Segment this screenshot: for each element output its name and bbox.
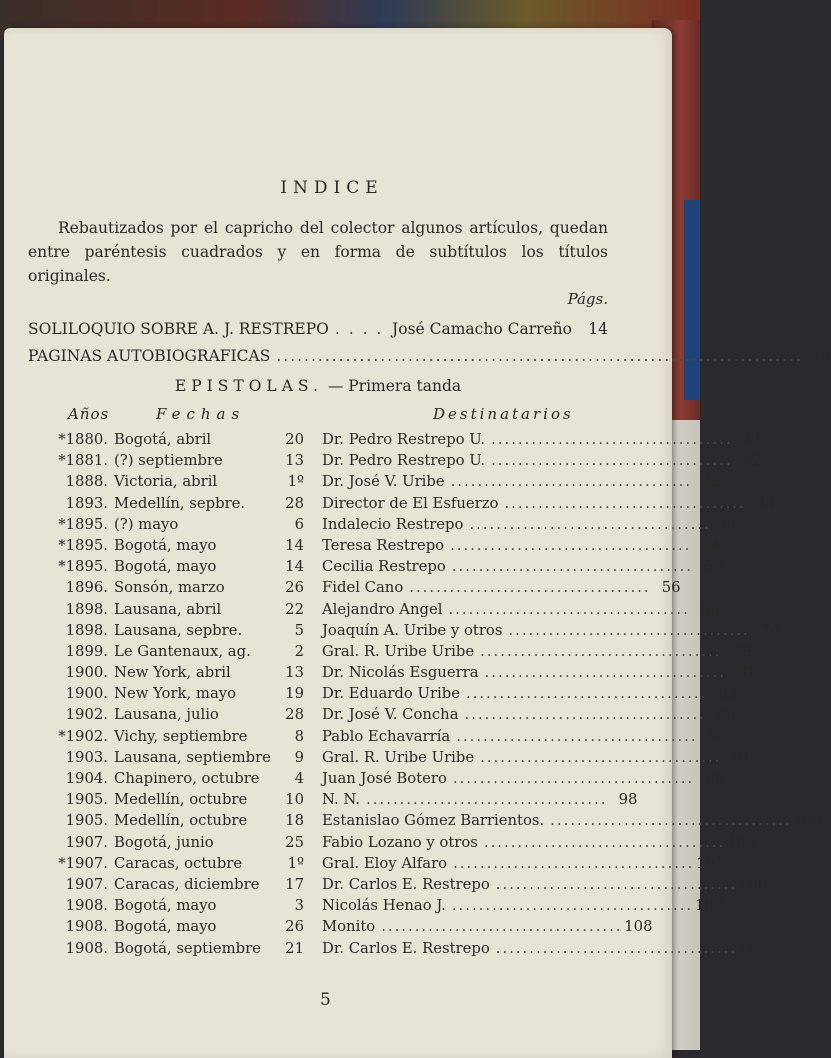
leader-dots: ....................................: [480, 748, 722, 766]
letter-year: 1902.: [65, 706, 108, 724]
list-item: [28, 706, 736, 727]
leader-dots: ....................................: [451, 558, 694, 576]
letter-year: 1893.: [65, 494, 108, 512]
letter-recipient-cell: [322, 622, 750, 639]
letter-recipient-cell: [322, 834, 725, 851]
list-item: [28, 833, 756, 855]
main-entry: [28, 320, 608, 338]
letter-recipient: Teresa Restrepo: [322, 536, 445, 554]
list-item: [28, 621, 780, 643]
list-item: [28, 854, 725, 876]
letter-year: 1900.: [65, 685, 108, 703]
letter-recipient: Gral. R. Uribe Uribe: [322, 642, 475, 660]
letter-page: 91: [732, 748, 752, 766]
letter-year: 1888.: [65, 473, 108, 491]
index-title: INDICE: [280, 178, 384, 198]
letter-page: 43: [703, 473, 722, 491]
list-item: [28, 642, 752, 664]
leader-dots: . . . .: [334, 320, 384, 338]
letter-day: 28: [285, 494, 304, 512]
letter-day: 26: [285, 918, 304, 936]
letter-place-month: Sonsón, marzo: [114, 579, 225, 597]
letter-recipient: Nicolás Henao J.: [322, 897, 446, 915]
letter-year: *1902.: [58, 727, 108, 745]
section-heading: [28, 377, 608, 395]
letter-recipient-cell: [322, 770, 694, 787]
letter-page: 109: [738, 939, 768, 957]
list-item: [28, 685, 738, 706]
list-item: [28, 515, 741, 537]
letter-recipient-cell: [322, 664, 726, 681]
letter-place-month: Lausana, sepbre.: [114, 621, 243, 639]
leader-dots: ....................................: [466, 685, 708, 703]
list-item: [28, 431, 763, 452]
letter-year: *1895.: [58, 558, 108, 576]
letter-year: 1904.: [65, 770, 108, 787]
leader-dots: ....................................: [452, 770, 695, 787]
leader-dots: ....................................: [491, 452, 733, 470]
letter-year: 1908.: [65, 897, 108, 915]
letter-recipient: Juan José Botero: [322, 770, 447, 787]
letter-year: *1895.: [58, 515, 108, 533]
letter-recipient: Cecilia Restrepo: [322, 558, 446, 576]
main-entry-page: 25: [811, 347, 831, 365]
list-item: [28, 494, 776, 516]
letter-page: 44: [756, 494, 776, 512]
letter-place-month: Lausana, abril: [114, 600, 222, 618]
letter-page: 106: [738, 875, 768, 893]
letter-day: 19: [285, 685, 304, 703]
letter-recipient: Estanislao Gómez Barrientos.: [322, 812, 545, 830]
letter-place-month: New York, abril: [114, 664, 231, 682]
letter-page: 81: [737, 664, 756, 682]
leader-dots: ....................................: [504, 494, 746, 512]
letter-recipient-cell: [322, 516, 711, 533]
leader-dots: ....................................: [450, 536, 692, 554]
letter-place-month: Lausana, septiembre: [114, 748, 271, 766]
leader-dots: ....................................: [409, 579, 651, 597]
main-entry-title: PAGINAS AUTOBIOGRAFICAS: [28, 347, 271, 365]
letter-page: 98: [618, 791, 638, 809]
letter-recipient: Fidel Cano: [322, 579, 404, 597]
list-item: [28, 875, 768, 897]
letter-day: 17: [285, 875, 304, 893]
letter-recipient: Gral. Eloy Alfaro: [322, 854, 448, 872]
letter-day: 18: [285, 812, 304, 830]
letter-day: 4: [294, 770, 304, 787]
main-entry: [28, 347, 831, 365]
letter-year: 1908.: [65, 939, 108, 957]
intro-paragraph: Rebautizados por el capricho del colector algunos artículos, quedan entre paréntesis cuadrados y en forma de subtítulos los títulos originales.: [28, 219, 608, 285]
letter-recipient-cell: [322, 558, 693, 575]
list-item: [28, 558, 724, 579]
letter-recipient: Dr. Pedro Restrepo U.: [322, 431, 486, 448]
letter-place-month: Chapinero, octubre: [114, 770, 260, 787]
letter-year: *1881.: [58, 452, 108, 470]
letter-recipient-cell: [322, 495, 746, 512]
leader-dots: ....................................: [491, 431, 733, 448]
leader-dots: ....................................: [451, 897, 694, 915]
letter-page: 56: [661, 579, 681, 597]
letter-place-month: Bogotá, junio: [114, 833, 214, 851]
letter-place-month: Bogotá, mayo: [114, 897, 217, 915]
leader-dots: ....................................: [480, 642, 722, 660]
letter-day: 5: [294, 621, 304, 639]
letter-day: 22: [285, 600, 304, 618]
leader-dots: ............................................................................: [276, 347, 803, 365]
letter-day: 3: [294, 897, 304, 915]
letter-place-month: New York, mayo: [114, 685, 237, 703]
letter-place-month: Caracas, diciembre: [114, 875, 260, 893]
letters-list: [28, 431, 822, 961]
letter-recipient: Dr. José V. Concha: [322, 706, 459, 724]
list-item: [28, 897, 724, 918]
letter-page: 41: [743, 431, 763, 448]
letter-day: 1º: [287, 473, 304, 491]
leader-dots: ....................................: [453, 854, 695, 872]
letter-place-month: Medellín, sepbre.: [114, 494, 246, 512]
letter-page: 79: [732, 642, 752, 660]
letter-recipient-cell: [322, 537, 691, 554]
leader-dots: ....................................: [448, 600, 690, 618]
letter-day: 9: [294, 748, 304, 766]
letter-recipient: Dr. Carlos E. Restrepo: [322, 875, 490, 893]
letter-day: 14: [285, 536, 304, 554]
letter-page: 50: [721, 515, 741, 533]
letter-recipient-cell: [322, 643, 721, 660]
letter-recipient-cell: [322, 728, 698, 745]
leader-dots: ....................................: [483, 833, 726, 851]
list-item: [28, 939, 768, 961]
main-entry-author: José Camacho Carreño: [392, 320, 572, 338]
letter-place-month: Medellín, octubre: [114, 812, 248, 830]
letter-page: 42: [743, 452, 763, 470]
letter-place-month: Bogotá, mayo: [114, 918, 217, 936]
letter-page: 78: [760, 621, 780, 639]
letter-page: 105: [696, 854, 725, 872]
letter-recipient-cell: [322, 706, 706, 723]
book-spine-blue: [684, 200, 700, 400]
letter-day: 8: [294, 727, 304, 745]
index-content: [28, 178, 831, 961]
letter-recipient: Alejandro Angel: [322, 600, 443, 618]
letter-recipient: Indalecio Restrepo: [322, 515, 464, 533]
letter-page: 105: [726, 833, 756, 851]
leader-dots: ....................................: [508, 621, 750, 639]
column-headers: [28, 405, 608, 423]
column-header-years: Años: [68, 405, 110, 423]
letter-recipient-cell: [322, 918, 623, 935]
letter-recipient-cell: [322, 749, 721, 766]
list-item: [28, 748, 752, 770]
letter-recipient: Dr. Carlos E. Restrepo: [322, 939, 490, 957]
letter-day: 28: [285, 706, 304, 724]
letter-recipient-cell: [322, 579, 651, 596]
leader-dots: ....................................: [469, 515, 711, 533]
leader-dots: ....................................: [381, 918, 623, 936]
letter-year: 1905.: [65, 812, 108, 830]
letter-recipient-cell: [322, 897, 693, 914]
letter-page: 108: [624, 918, 653, 936]
letter-page: 56: [700, 600, 720, 618]
letter-day: 20: [285, 431, 304, 448]
letter-recipient: Dr. Eduardo Uribe: [322, 685, 461, 703]
letter-year: 1899.: [65, 642, 108, 660]
letter-recipient-cell: [322, 791, 607, 808]
letter-page: 83: [718, 685, 738, 703]
letter-year: 1907.: [65, 875, 108, 893]
letter-place-month: Lausana, julio: [114, 706, 219, 724]
letter-day: 1º: [287, 854, 304, 872]
list-item: [28, 600, 720, 622]
page-number: 5: [320, 990, 331, 1010]
letter-recipient: Gral. R. Uribe Uribe: [322, 748, 475, 766]
letter-place-month: (?) septiembre: [114, 452, 223, 470]
letter-place-month: Victoria, abril: [114, 473, 218, 491]
letter-recipient: Dr. José V. Uribe: [322, 473, 445, 491]
list-item: [28, 473, 722, 494]
main-entry-title: SOLILOQUIO SOBRE A. J. RESTREPO: [28, 320, 329, 338]
list-item: [28, 579, 681, 600]
list-item: [28, 452, 763, 473]
letter-place-month: Vichy, septiembre: [114, 727, 248, 745]
leader-dots: ....................................: [464, 706, 706, 724]
leader-dots: ....................................: [495, 939, 738, 957]
pages-column-label: Págs.: [567, 290, 608, 308]
letter-recipient-cell: [322, 855, 694, 872]
letter-day: 13: [285, 664, 304, 682]
letter-page: 107: [694, 897, 724, 915]
letter-year: 1898.: [65, 621, 108, 639]
letter-recipient: Dr. Nicolás Esguerra: [322, 664, 479, 682]
leader-dots: ....................................: [456, 727, 698, 745]
letter-page: 96: [705, 770, 725, 787]
letter-recipient-cell: [322, 601, 690, 618]
section-heading-title: EPISTOLAS.: [174, 377, 323, 395]
letter-place-month: (?) mayo: [114, 515, 179, 533]
list-item: [28, 664, 756, 685]
letter-day: 26: [285, 579, 304, 597]
main-entry-page: 14: [588, 320, 608, 338]
letter-year: 1903.: [65, 748, 108, 766]
leader-dots: ....................................: [366, 791, 608, 809]
letter-year: 1905.: [65, 791, 108, 809]
letter-recipient: Joaquín A. Uribe y otros: [322, 621, 503, 639]
column-header-recipients: Destinatarios: [433, 405, 574, 423]
letter-recipient: Director de El Esfuerzo: [322, 494, 499, 512]
leader-dots: ....................................: [484, 664, 726, 682]
list-item: [28, 791, 638, 812]
list-item: [28, 727, 728, 749]
letter-recipient-cell: [322, 473, 692, 490]
letter-recipient: Pablo Echavarría: [322, 727, 451, 745]
letter-place-month: Bogotá, mayo: [114, 536, 217, 554]
letter-recipient-cell: [322, 452, 732, 469]
letter-day: 2: [294, 642, 304, 660]
letter-recipient: Dr. Pedro Restrepo U.: [322, 452, 486, 470]
leader-dots: ....................................: [495, 875, 738, 893]
letter-day: 13: [285, 452, 304, 470]
column-header-dates: Fechas: [156, 405, 246, 423]
letter-page: 90: [708, 727, 728, 745]
letter-year: 1900.: [65, 664, 108, 682]
letter-place-month: Bogotá, abril: [114, 431, 212, 448]
leader-dots: ....................................: [450, 473, 692, 491]
book-page: [4, 28, 831, 1058]
letter-year: *1895.: [58, 536, 108, 554]
letter-place-month: Le Gantenaux, ag.: [114, 642, 251, 660]
section-heading-subtitle: — Primera tanda: [322, 377, 462, 395]
letter-page: 55: [704, 558, 724, 576]
letter-recipient-cell: [322, 940, 737, 957]
letter-page: 100: [793, 812, 822, 830]
list-item: [28, 812, 822, 833]
letter-year: *1880.: [58, 431, 108, 448]
letter-recipient: Monito: [322, 918, 376, 936]
letter-year: 1908.: [65, 918, 108, 936]
leader-dots: ....................................: [550, 812, 792, 830]
letter-year: 1896.: [65, 579, 108, 597]
letter-place-month: Medellín, octubre: [114, 791, 248, 809]
letter-year: 1907.: [65, 833, 108, 851]
letter-year: 1898.: [65, 600, 108, 618]
letter-page: 54: [702, 536, 722, 554]
letter-day: 6: [294, 515, 304, 533]
letter-recipient: Fabio Lozano y otros: [322, 833, 478, 851]
letter-recipient: N. N.: [322, 791, 361, 809]
letter-recipient-cell: [322, 685, 707, 702]
letter-recipient-cell: [322, 812, 792, 829]
letter-day: 10: [285, 791, 304, 809]
list-item: [28, 536, 722, 558]
letter-page: 86: [717, 706, 736, 724]
letter-recipient-cell: [322, 876, 737, 893]
list-item: [28, 918, 653, 939]
letter-place-month: Bogotá, mayo: [114, 558, 217, 576]
letter-place-month: Bogotá, septiembre: [114, 939, 261, 957]
letter-day: 25: [285, 833, 304, 851]
list-item: [28, 770, 725, 791]
letter-year: *1907.: [58, 854, 108, 872]
letter-place-month: Caracas, octubre: [114, 854, 243, 872]
letter-recipient-cell: [322, 431, 732, 448]
letter-day: 21: [285, 939, 304, 957]
letter-day: 14: [285, 558, 304, 576]
